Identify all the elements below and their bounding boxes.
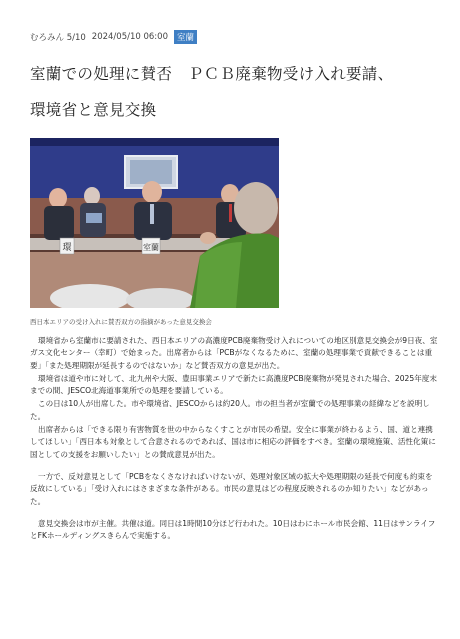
paragraph-5: 一方で、反対意見として「PCBをなくさなければいけないが、処理対象区域の拡大や処理期限の延長で何度も約束を反故にしている」「受け入れにはさまざまな条件がある。市民の意見はどの程度反映されるのか知りたい」などがあった。 — [30, 471, 433, 506]
paragraph-1: 環境省から室蘭市に要請された、西日本エリアの高濃度PCB廃棄物受け入れについての地区別意見交換会が9日夜、室ガス文化センター（幸町）で始まった。出席者からは「PCBがなくなるために、室蘭の処理事業で貢献できることは重要」「また処理期限が延長するのではないか」など賛否双方の意見が出た。 — [30, 336, 438, 370]
paragraph-4: 出席者からは「できる限り有害物質を世の中からなくすことが市民の希望。安全に事業が終わるよう、国、道と連携してほしい」「西日本も対象として合意されるのであれば、国は市に相応の評価をすべき。室蘭の環境施策、活性化策に国としての支援をお願いしたい」との賛成意見が出た。 — [30, 425, 436, 459]
article-meta — [30, 30, 197, 44]
paragraph-3: この日は10人が出席した。市や環境省、JESCOからは約20人。市の担当者が室蘭での処理事業の経緯などを説明した。 — [30, 399, 430, 421]
nameplate-left: 環 — [62, 243, 72, 253]
photo-caption: 西日本エリアの受け入れに賛否双方の指摘があった意見交換会 — [30, 318, 212, 326]
paragraph-2: 環境省は道や市に対して、北九州や大阪、豊田事業エリアで新たに高濃度PCB廃棄物が発見された場合、2025年度末までの間、JESCO北海道事業所での処理を要請している。 — [30, 373, 437, 396]
paragraph-6: 意見交換会は市が主催。共催は道。同日は1時間10分ほど行われた。10日はわにホール市民会館、11日はサンライフとFKホールディングスきらんで実施する。 — [30, 518, 436, 541]
category-tag[interactable]: 室蘭 — [174, 30, 197, 44]
article-photo — [30, 138, 279, 308]
nameplate-right: 室蘭 — [143, 243, 159, 252]
source-label: むろみん 5/10 — [30, 33, 86, 43]
article-title-line1: 室蘭での処理に賛否 ＰＣＢ廃棄物受け入れ要請、 — [30, 65, 394, 83]
article-title-line2: 環境省と意見交換 — [30, 101, 157, 119]
article-body — [30, 335, 440, 543]
meeting-photo-illustration — [30, 138, 279, 308]
publish-datetime: 2024/05/10 06:00 — [91, 32, 168, 42]
